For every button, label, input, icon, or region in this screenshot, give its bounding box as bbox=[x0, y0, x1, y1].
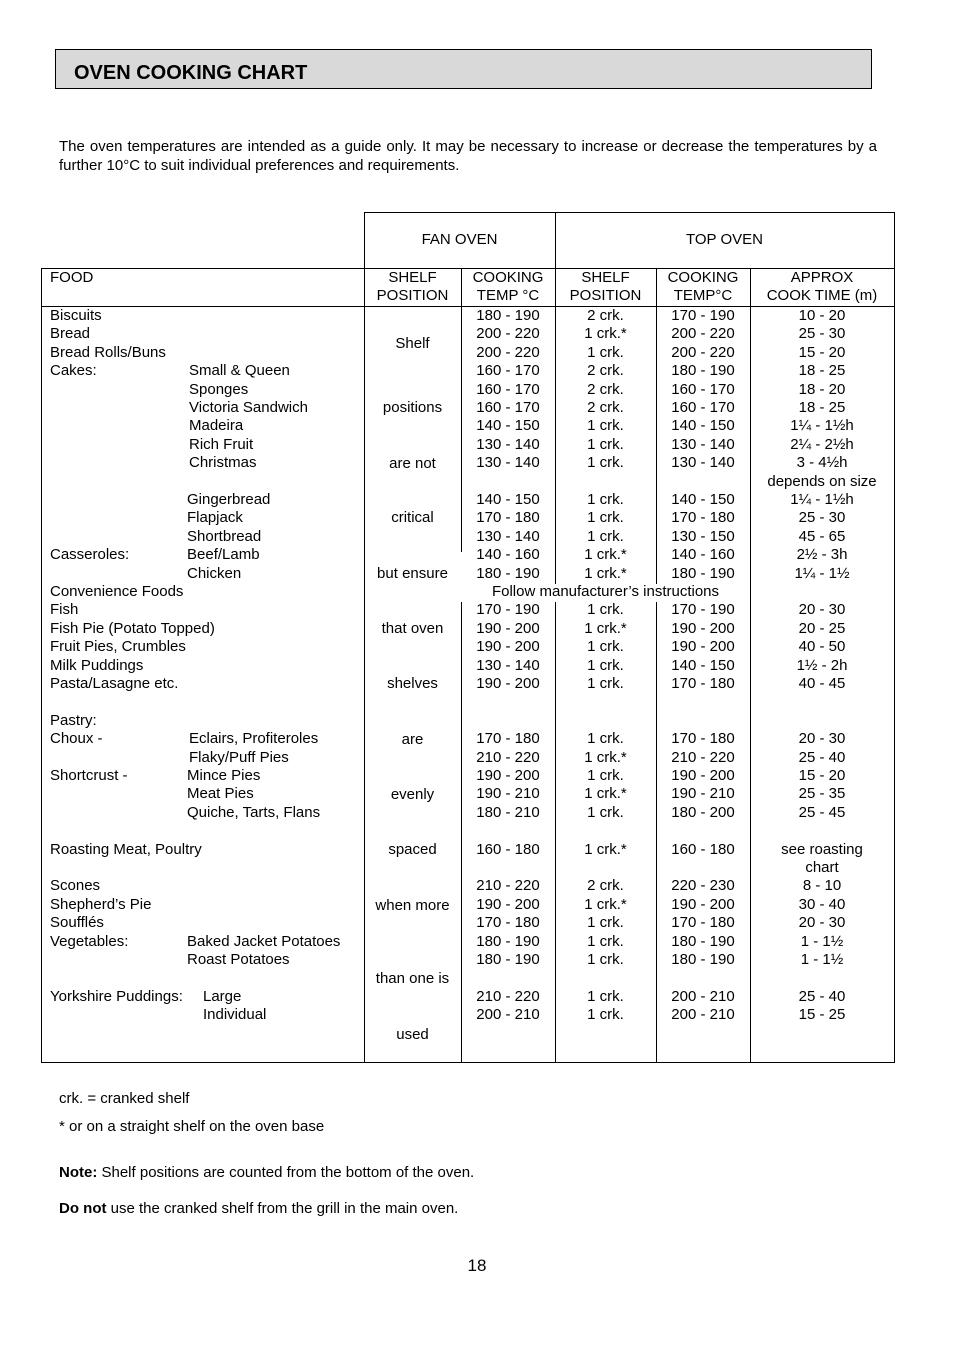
fan-temp-value: 130 - 140 bbox=[476, 454, 540, 472]
shelf-position-note: critical bbox=[391, 509, 434, 526]
top-temp-value: 140 - 150 bbox=[671, 491, 735, 508]
cook-time-value: 18 - 25 bbox=[798, 362, 846, 380]
food-category: Fish Pie (Potato Topped) bbox=[50, 619, 215, 637]
do-not-label: Do not bbox=[59, 1200, 107, 1217]
food-item: Victoria Sandwich bbox=[189, 399, 308, 416]
footnote-crk: crk. = cranked shelf bbox=[59, 1090, 190, 1107]
cook-time-value: 20 - 30 bbox=[798, 914, 846, 932]
food-item: Individual bbox=[203, 1006, 267, 1024]
top-temp-value: 180 - 200 bbox=[671, 803, 735, 821]
top-shelf-value: 1 crk.* bbox=[584, 564, 627, 582]
top-shelf-value: 1 crk. bbox=[587, 987, 624, 1005]
fan-temp-value: 180 - 190 bbox=[476, 307, 540, 324]
top-temp-value: 190 - 200 bbox=[671, 638, 735, 656]
fan-temp-value: 190 - 200 bbox=[476, 638, 540, 656]
cook-time-value: 10 - 20 bbox=[798, 307, 846, 324]
convenience-foods-note: Follow manufacturer’s instructions bbox=[491, 583, 720, 600]
shelf-position-note: used bbox=[396, 1026, 429, 1043]
cook-time-value: 15 - 20 bbox=[798, 343, 846, 361]
fan-temp-value: 200 - 210 bbox=[476, 1006, 540, 1024]
top-shelf-value: 1 crk. bbox=[587, 803, 624, 821]
cook-time-value: 25 - 30 bbox=[798, 509, 846, 527]
top-temp-value: 180 - 190 bbox=[671, 564, 735, 582]
top-shelf-value: 1 crk. bbox=[587, 491, 624, 508]
top-temp-value: 160 - 170 bbox=[671, 399, 735, 416]
top-shelf-value: 1 crk. bbox=[587, 1006, 624, 1024]
cook-time-value: 1½ - 2h bbox=[796, 656, 848, 674]
fan-temp-value: 190 - 210 bbox=[476, 785, 540, 803]
top-shelf-value: 2 crk. bbox=[587, 307, 624, 324]
food-item: Baked Jacket Potatoes bbox=[187, 932, 341, 950]
header-fan-temp: TEMP °C bbox=[476, 287, 540, 304]
cook-time-value: 15 - 20 bbox=[798, 767, 846, 784]
fan-temp-value: 160 - 170 bbox=[476, 380, 540, 398]
note-text: Shelf positions are counted from the bottom of the oven. bbox=[97, 1164, 475, 1181]
food-category: Milk Puddings bbox=[50, 656, 144, 674]
top-temp-value: 160 - 170 bbox=[671, 380, 735, 398]
footnote-star: * or on a straight shelf on the oven base bbox=[59, 1118, 325, 1135]
food-item: Eclairs, Profiteroles bbox=[189, 730, 319, 748]
food-item: Chicken bbox=[187, 564, 242, 582]
header-cook-time: APPROX bbox=[790, 269, 854, 286]
food-category: Choux - bbox=[50, 730, 103, 748]
fan-temp-value: 190 - 200 bbox=[476, 895, 540, 913]
cook-time-value: 8 - 10 bbox=[802, 877, 842, 895]
top-temp-value: 190 - 210 bbox=[671, 785, 735, 803]
shelf-position-note: spaced bbox=[388, 841, 437, 858]
food-category: Bread Rolls/Buns bbox=[50, 343, 166, 361]
cook-time-value: 25 - 40 bbox=[798, 748, 846, 766]
top-shelf-value: 1 crk.* bbox=[584, 619, 627, 637]
food-item: Quiche, Tarts, Flans bbox=[187, 803, 321, 821]
top-shelf-value: 2 crk. bbox=[587, 380, 624, 398]
fan-temp-value: 130 - 140 bbox=[476, 527, 540, 545]
cook-time-value: see roasting bbox=[781, 840, 863, 858]
top-temp-value: 140 - 160 bbox=[671, 546, 735, 564]
header-fan-shelf: SHELF bbox=[388, 269, 437, 286]
top-shelf-value: 1 crk. bbox=[587, 417, 624, 435]
shelf-position-note: when more bbox=[375, 897, 450, 914]
shelf-position-note: positions bbox=[382, 399, 443, 416]
cook-time-value: 30 - 40 bbox=[798, 895, 846, 913]
top-temp-value: 160 - 180 bbox=[671, 840, 735, 858]
header-top-temp: TEMP°C bbox=[673, 287, 733, 304]
fan-temp-value: 180 - 190 bbox=[476, 951, 540, 968]
top-temp-value: 170 - 180 bbox=[671, 675, 735, 692]
top-temp-value: 170 - 190 bbox=[671, 307, 735, 324]
table-right-border bbox=[894, 212, 895, 1063]
header-fan-shelf: POSITION bbox=[376, 287, 449, 304]
fan-temp-value: 170 - 180 bbox=[476, 509, 540, 527]
top-shelf-value: 1 crk.* bbox=[584, 546, 627, 564]
top-shelf-value: 2 crk. bbox=[587, 399, 624, 416]
fan-temp-value: 210 - 220 bbox=[476, 877, 540, 895]
top-temp-value: 140 - 150 bbox=[671, 656, 735, 674]
food-category: Pasta/Lasagne etc. bbox=[50, 675, 179, 692]
cook-time-value: 1¼ - 1½h bbox=[790, 417, 854, 435]
top-shelf-value: 1 crk. bbox=[587, 454, 624, 472]
fan-temp-value: 210 - 220 bbox=[476, 748, 540, 766]
intro-paragraph: The oven temperatures are intended as a guide only. It may be necessary to increase or decrease the temperatures by a further 10°C to suit individual preferences and requirements. bbox=[59, 138, 877, 174]
food-item: Small & Queen bbox=[189, 362, 290, 380]
fan-temp-value: 190 - 200 bbox=[476, 767, 540, 784]
top-shelf-value: 1 crk. bbox=[587, 601, 624, 619]
top-temp-value: 170 - 180 bbox=[671, 914, 735, 932]
cook-time-value: chart bbox=[805, 859, 839, 876]
top-temp-value: 200 - 220 bbox=[671, 325, 735, 343]
cook-time-value: 20 - 30 bbox=[798, 730, 846, 748]
top-shelf-value: 1 crk.* bbox=[584, 785, 627, 803]
top-temp-value: 200 - 210 bbox=[671, 1006, 735, 1024]
fan-temp-value: 180 - 190 bbox=[476, 564, 540, 582]
cook-time-value: 20 - 25 bbox=[798, 619, 846, 637]
shelf-position-note: are not bbox=[389, 455, 436, 472]
top-shelf-value: 2 crk. bbox=[587, 362, 624, 380]
top-temp-value: 170 - 180 bbox=[671, 730, 735, 748]
cook-time-value: 2½ - 3h bbox=[796, 546, 848, 564]
cook-time-value: 40 - 45 bbox=[798, 675, 846, 692]
cook-time-value: 18 - 20 bbox=[798, 380, 846, 398]
cook-time-value: 1 - 1½ bbox=[800, 932, 844, 950]
fan-temp-value: 210 - 220 bbox=[476, 987, 540, 1005]
fan-temp-value: 140 - 150 bbox=[476, 491, 540, 508]
food-category: Casseroles: bbox=[50, 546, 130, 564]
header-top-temp: COOKING bbox=[667, 269, 739, 286]
food-category: Cakes: bbox=[50, 362, 97, 380]
shelf-position-note: than one is bbox=[375, 970, 450, 987]
table-left-border bbox=[41, 268, 42, 1062]
cook-time-value: 40 - 50 bbox=[798, 638, 846, 656]
cook-time-value: depends on size bbox=[767, 472, 877, 490]
shelf-position-note: are bbox=[401, 731, 424, 748]
cook-time-value: 1¼ - 1½h bbox=[790, 491, 854, 508]
top-shelf-value: 1 crk. bbox=[587, 527, 624, 545]
fan-temp-value: 160 - 180 bbox=[476, 840, 540, 858]
header-top-shelf: SHELF bbox=[581, 269, 630, 286]
cook-time-value: 1¼ - 1½ bbox=[794, 564, 850, 582]
top-shelf-value: 1 crk. bbox=[587, 730, 624, 748]
cook-time-value: 20 - 30 bbox=[798, 601, 846, 619]
top-temp-value: 170 - 180 bbox=[671, 509, 735, 527]
cook-time-value: 18 - 25 bbox=[798, 399, 846, 416]
fan-temp-value: 160 - 170 bbox=[476, 399, 540, 416]
header-cook-time: COOK TIME (m) bbox=[766, 287, 878, 304]
top-temp-value: 170 - 190 bbox=[671, 601, 735, 619]
chart-title-bar bbox=[55, 49, 872, 89]
fan-temp-value: 200 - 220 bbox=[476, 325, 540, 343]
header-top-oven: TOP OVEN bbox=[686, 231, 763, 248]
note-label: Note: bbox=[59, 1164, 98, 1181]
food-item: Madeira bbox=[189, 417, 244, 435]
top-temp-value: 190 - 200 bbox=[671, 767, 735, 784]
header-top-shelf: POSITION bbox=[569, 287, 642, 304]
cook-time-value: 25 - 40 bbox=[798, 987, 846, 1005]
top-shelf-value: 1 crk.* bbox=[584, 748, 627, 766]
top-temp-value: 190 - 200 bbox=[671, 619, 735, 637]
fan-temp-value: 140 - 160 bbox=[476, 546, 540, 564]
top-temp-value: 180 - 190 bbox=[671, 362, 735, 380]
fan-temp-value: 160 - 170 bbox=[476, 362, 540, 380]
cook-time-value: 15 - 25 bbox=[798, 1006, 846, 1024]
food-item: Flapjack bbox=[187, 509, 243, 527]
food-item: Flaky/Puff Pies bbox=[189, 748, 289, 766]
fan-temp-value: 170 - 190 bbox=[476, 601, 540, 619]
food-category: Scones bbox=[50, 877, 101, 895]
top-shelf-value: 1 crk. bbox=[587, 509, 624, 527]
food-category: Convenience Foods bbox=[50, 583, 184, 600]
fan-temp-value: 130 - 140 bbox=[476, 656, 540, 674]
cook-time-value: 3 - 4½h bbox=[796, 454, 848, 472]
note-do-not bbox=[59, 1200, 458, 1218]
table-top-border bbox=[364, 212, 895, 213]
food-category: Fruit Pies, Crumbles bbox=[50, 638, 186, 656]
fan-temp-value: 140 - 150 bbox=[476, 417, 540, 435]
top-temp-value: 180 - 190 bbox=[671, 932, 735, 950]
top-temp-value: 200 - 220 bbox=[671, 343, 735, 361]
top-shelf-value: 1 crk. bbox=[587, 914, 624, 932]
food-category: Roasting Meat, Poultry bbox=[50, 840, 202, 858]
top-shelf-value: 1 crk.* bbox=[584, 325, 627, 343]
food-item: Gingerbread bbox=[187, 491, 271, 508]
food-category: Shepherd’s Pie bbox=[50, 895, 152, 913]
top-temp-value: 140 - 150 bbox=[671, 417, 735, 435]
fan-temp-value: 200 - 220 bbox=[476, 343, 540, 361]
fan-temp-value: 130 - 140 bbox=[476, 435, 540, 453]
shelf-position-note: evenly bbox=[390, 786, 435, 803]
cook-time-value: 45 - 65 bbox=[798, 527, 846, 545]
food-category: Shortcrust - bbox=[50, 767, 128, 784]
top-temp-value: 130 - 140 bbox=[671, 435, 735, 453]
top-shelf-value: 1 crk. bbox=[587, 675, 624, 692]
food-item: Beef/Lamb bbox=[187, 546, 260, 564]
food-category: Biscuits bbox=[50, 307, 102, 324]
food-item: Sponges bbox=[189, 380, 249, 398]
fan-temp-value: 170 - 180 bbox=[476, 730, 540, 748]
food-item: Rich Fruit bbox=[189, 435, 254, 453]
cook-time-value: 1 - 1½ bbox=[800, 951, 844, 968]
shelf-position-note: Shelf bbox=[395, 335, 430, 352]
top-temp-value: 190 - 200 bbox=[671, 895, 735, 913]
fan-temp-value: 190 - 200 bbox=[476, 619, 540, 637]
top-shelf-value: 2 crk. bbox=[587, 877, 624, 895]
shelf-position-note: but ensure bbox=[377, 565, 448, 582]
food-category: Fish bbox=[50, 601, 79, 619]
top-shelf-value: 1 crk.* bbox=[584, 895, 627, 913]
top-temp-value: 210 - 220 bbox=[671, 748, 735, 766]
top-shelf-value: 1 crk. bbox=[587, 638, 624, 656]
food-item: Roast Potatoes bbox=[187, 951, 290, 968]
fan-temp-value: 190 - 200 bbox=[476, 675, 540, 692]
top-shelf-value: 1 crk. bbox=[587, 951, 624, 968]
food-item: Mince Pies bbox=[187, 767, 261, 784]
top-temp-value: 130 - 140 bbox=[671, 454, 735, 472]
fan-temp-value: 180 - 190 bbox=[476, 932, 540, 950]
food-item: Shortbread bbox=[187, 527, 262, 545]
cook-time-value: 25 - 35 bbox=[798, 785, 846, 803]
header-food: FOOD bbox=[50, 269, 94, 286]
food-category: Pastry: bbox=[50, 711, 97, 729]
header-fan-temp: COOKING bbox=[472, 269, 544, 286]
note-shelf-positions bbox=[59, 1164, 474, 1182]
fan-temp-value: 170 - 180 bbox=[476, 914, 540, 932]
top-temp-value: 220 - 230 bbox=[671, 877, 735, 895]
do-not-text: use the cranked shelf from the grill in the main oven. bbox=[106, 1200, 459, 1217]
food-category: Bread bbox=[50, 325, 91, 343]
top-shelf-value: 1 crk. bbox=[587, 932, 624, 950]
cook-time-value: 25 - 30 bbox=[798, 325, 846, 343]
cook-time-value: 25 - 45 bbox=[798, 803, 846, 821]
top-shelf-value: 1 crk. bbox=[587, 343, 624, 361]
food-category: Vegetables: bbox=[50, 932, 129, 950]
food-item: Christmas bbox=[189, 454, 257, 472]
fan-temp-value: 180 - 210 bbox=[476, 803, 540, 821]
top-shelf-value: 1 crk. bbox=[587, 767, 624, 784]
top-shelf-value: 1 crk. bbox=[587, 656, 624, 674]
food-category: Soufflés bbox=[50, 914, 104, 932]
page-number: 18 bbox=[467, 1256, 487, 1275]
shelf-position-note: shelves bbox=[387, 675, 438, 692]
page-title: OVEN COOKING CHART bbox=[74, 62, 308, 84]
food-item: Large bbox=[203, 987, 242, 1005]
header-fan-oven: FAN OVEN bbox=[421, 231, 498, 248]
top-temp-value: 180 - 190 bbox=[671, 951, 735, 968]
cook-time-value: 2¼ - 2½h bbox=[790, 435, 854, 453]
top-temp-value: 130 - 150 bbox=[671, 527, 735, 545]
top-temp-value: 200 - 210 bbox=[671, 987, 735, 1005]
top-shelf-value: 1 crk. bbox=[587, 435, 624, 453]
food-item: Meat Pies bbox=[187, 785, 254, 803]
table-bottom-border bbox=[41, 1062, 895, 1063]
shelf-position-note: that oven bbox=[381, 620, 444, 637]
top-shelf-value: 1 crk.* bbox=[584, 840, 627, 858]
food-category: Yorkshire Puddings: bbox=[50, 987, 183, 1005]
